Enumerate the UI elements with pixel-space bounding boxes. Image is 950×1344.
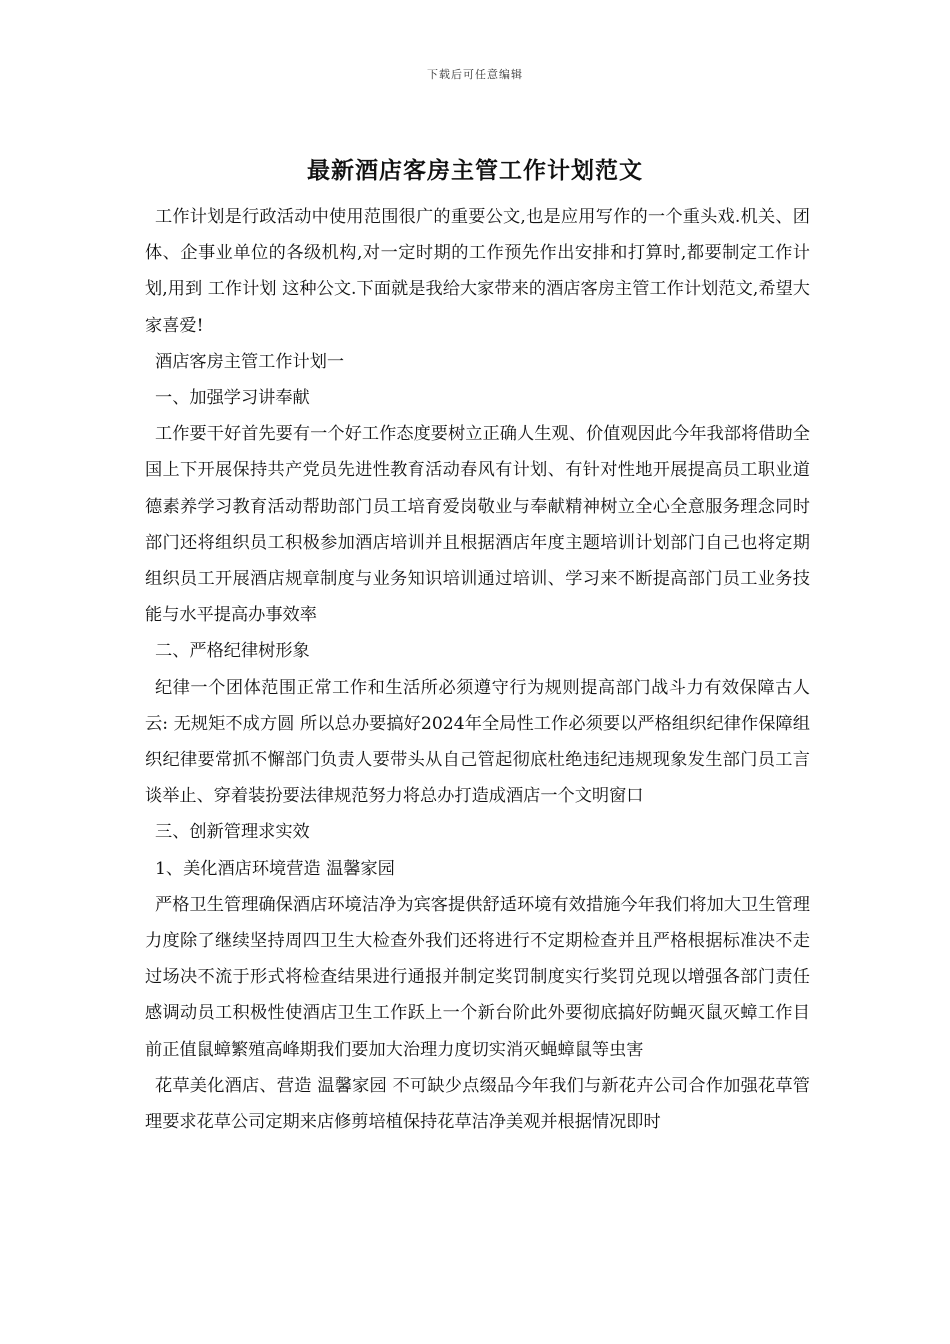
paragraph-discipline: 纪律一个团体范围正常工作和生活所必须遵守行为规则提高部门战斗力有效保障古人云: 无规矩不成方圆 所以总办要搞好2024年全局性工作必须要以严格组织纪律作保障组织纪律要常抓不懈部门负责人要带头从自己管起彻底杜绝违纪违规现象发生部门员工言谈举止、穿着装扮要法律规范努力将总办打造成酒店一个文明窗口 bbox=[145, 677, 810, 807]
page-header-note: 下载后可任意编辑 bbox=[427, 68, 523, 81]
section-heading-innovation: 三、创新管理求实效 bbox=[155, 822, 310, 843]
document-title: 最新酒店客房主管工作计划范文 bbox=[307, 157, 643, 184]
document-body bbox=[145, 199, 810, 1140]
paragraph-hygiene: 严格卫生管理确保酒店环境洁净为宾客提供舒适环境有效措施今年我们将加大卫生管理力度除了继续坚持周四卫生大检查外我们还将进行不定期检查并且严格根据标准决不走过场决不流于形式将检查结果进行通报并制定奖罚制度实行奖罚兑现以增强各部门责任感调动员工积极性使酒店卫生工作跃上一个新台阶此外要彻底搞好防蝇灭鼠灭蟑工作目前正值鼠蟑繁殖高峰期我们要加大治理力度切实消灭蝇蟑鼠等虫害 bbox=[145, 894, 810, 1060]
section-heading-discipline: 二、严格纪律树形象 bbox=[155, 641, 310, 662]
paragraph-study: 工作要干好首先要有一个好工作态度要树立正确人生观、价值观因此今年我部将借助全国上下开展保持共产党员先进性教育活动春风有计划、有针对性地开展提高员工职业道德素养学习教育活动帮助部门员工培育爱岗敬业与奉献精神树立全心全意服务理念同时部门还将组织员工积极参加酒店培训并且根据酒店年度主题培训计划部门自己也将定期组织员工开展酒店规章制度与业务知识培训通过培训、学习来不断提高部门员工业务技能与水平提高办事效率 bbox=[145, 424, 810, 626]
section-title-plan-one: 酒店客房主管工作计划一 bbox=[155, 351, 345, 372]
paragraph-flowers: 花草美化酒店、营造 温馨家园 不可缺少点缀品今年我们与新花卉公司合作加强花草管理要求花草公司定期来店修剪培植保持花草洁净美观并根据情况即时 bbox=[145, 1075, 810, 1133]
section-heading-study: 一、加强学习讲奉献 bbox=[155, 388, 310, 409]
subheading-environment: 1、美化酒店环境营造 温馨家园 bbox=[155, 858, 395, 879]
intro-paragraph: 工作计划是行政活动中使用范围很广的重要公文,也是应用写作的一个重头戏.机关、团体、企事业单位的各级机构,对一定时期的工作预先作出安排和打算时,都要制定工作计划,用到 工作计划 这种公文.下面就是我给大家带来的酒店客房主管工作计划范文,希望大家喜爱! bbox=[145, 207, 810, 336]
